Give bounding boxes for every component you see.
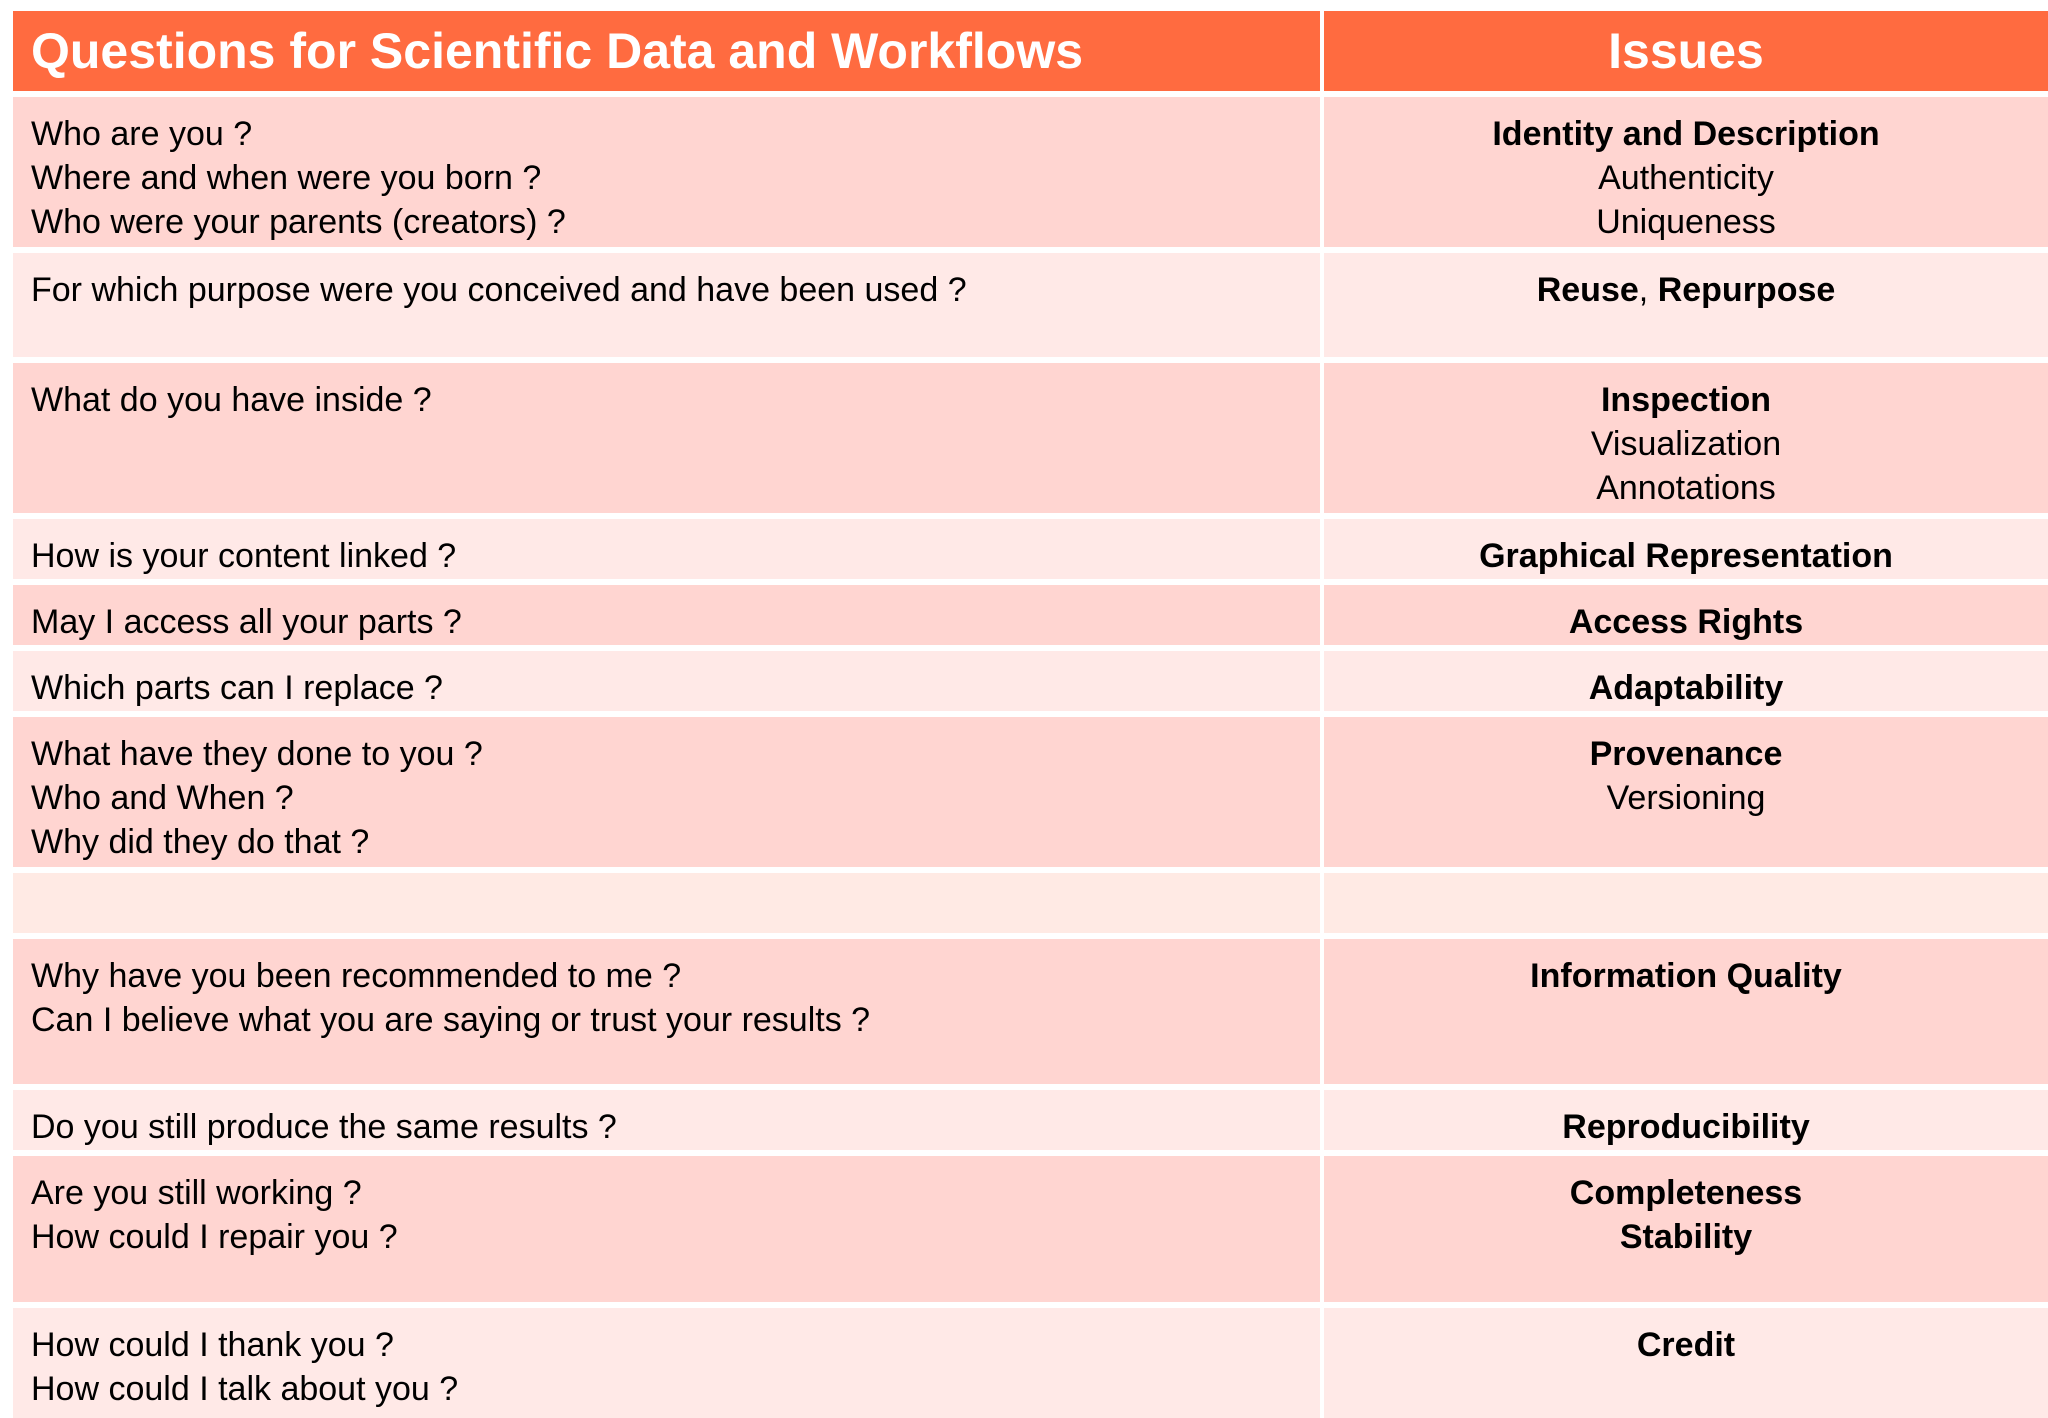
issue-heading [1324, 268, 2048, 312]
question-text: Are you still working ? [31, 1174, 362, 1212]
issue-cell [1324, 1156, 2048, 1302]
question-text: Why did they do that ? [31, 823, 370, 861]
question-cell [13, 519, 1320, 579]
issue-heading: Reproducibility [1562, 1108, 1810, 1146]
issue-cell [1324, 363, 2048, 513]
issue-heading: Identity and Description [1492, 115, 1880, 153]
question-cell [13, 1156, 1320, 1302]
issue-heading: Completeness [1569, 1174, 1803, 1212]
issue-heading: Access Rights [1568, 603, 1804, 641]
question-text: What do you have inside ? [31, 381, 432, 419]
question-text: Who and When ? [31, 779, 294, 817]
issue-heading-repurpose: Repurpose [1657, 271, 1836, 309]
question-text: Can I believe what you are saying or trust your results ? [31, 1001, 871, 1039]
issue-cell [1324, 939, 2048, 1084]
question-cell [13, 253, 1320, 357]
issue-heading: Credit [1636, 1326, 1736, 1364]
question-text: What have they done to you ? [31, 735, 483, 773]
question-cell [13, 363, 1320, 513]
issue-cell [1324, 1308, 2048, 1418]
issue-heading: Stability [1619, 1218, 1753, 1256]
issues-header-text: Issues [1608, 23, 1764, 79]
question-cell [13, 939, 1320, 1084]
issue-heading: Graphical Representation [1479, 537, 1893, 575]
issue-cell [1324, 253, 2048, 357]
question-cell [13, 1090, 1320, 1150]
question-cell [13, 97, 1320, 247]
issues-column-header [1324, 11, 2048, 91]
question-text: Which parts can I replace ? [31, 669, 443, 707]
question-text: How could I talk about you ? [31, 1370, 459, 1408]
issue-subitem: Visualization [1590, 425, 1782, 463]
question-text: Why have you been recommended to me ? [31, 957, 682, 995]
question-text: How is your content linked ? [31, 537, 457, 575]
issue-cell [1324, 717, 2048, 867]
question-cell-empty [13, 873, 1320, 933]
question-text: May I access all your parts ? [31, 603, 462, 641]
question-text: Where and when were you born ? [31, 159, 542, 197]
issue-heading: Inspection [1600, 381, 1772, 419]
issue-cell [1324, 97, 2048, 247]
question-text: Do you still produce the same results ? [31, 1108, 617, 1146]
issue-subitem: Annotations [1596, 469, 1776, 507]
question-text: For which purpose were you conceived and have been used ? [31, 271, 967, 309]
question-text: Who are you ? [31, 115, 253, 153]
issue-cell [1324, 651, 2048, 711]
question-cell [13, 585, 1320, 645]
issue-cell [1324, 585, 2048, 645]
issue-subitem: Authenticity [1598, 159, 1774, 197]
issue-cell [1324, 519, 2048, 579]
question-text: How could I repair you ? [31, 1218, 398, 1256]
questions-issues-table [13, 11, 2048, 1418]
issue-heading: Adaptability [1588, 669, 1784, 707]
issue-heading: Information Quality [1530, 957, 1842, 995]
question-cell [13, 717, 1320, 867]
questions-column-header [13, 11, 1320, 91]
issue-cell-empty [1324, 873, 2048, 933]
question-text: How could I thank you ? [31, 1326, 394, 1364]
issue-subitem: Uniqueness [1596, 203, 1776, 241]
issue-cell [1324, 1090, 2048, 1150]
issue-subitem: Versioning [1606, 779, 1766, 817]
issue-heading-reuse: Reuse [1536, 271, 1639, 309]
question-cell [13, 1308, 1320, 1418]
question-cell [13, 651, 1320, 711]
issue-separator: , [1638, 271, 1658, 309]
questions-header-text: Questions for Scientific Data and Workflows [31, 23, 1084, 79]
question-text: Who were your parents (creators) ? [31, 203, 566, 241]
issue-heading: Provenance [1589, 735, 1783, 773]
